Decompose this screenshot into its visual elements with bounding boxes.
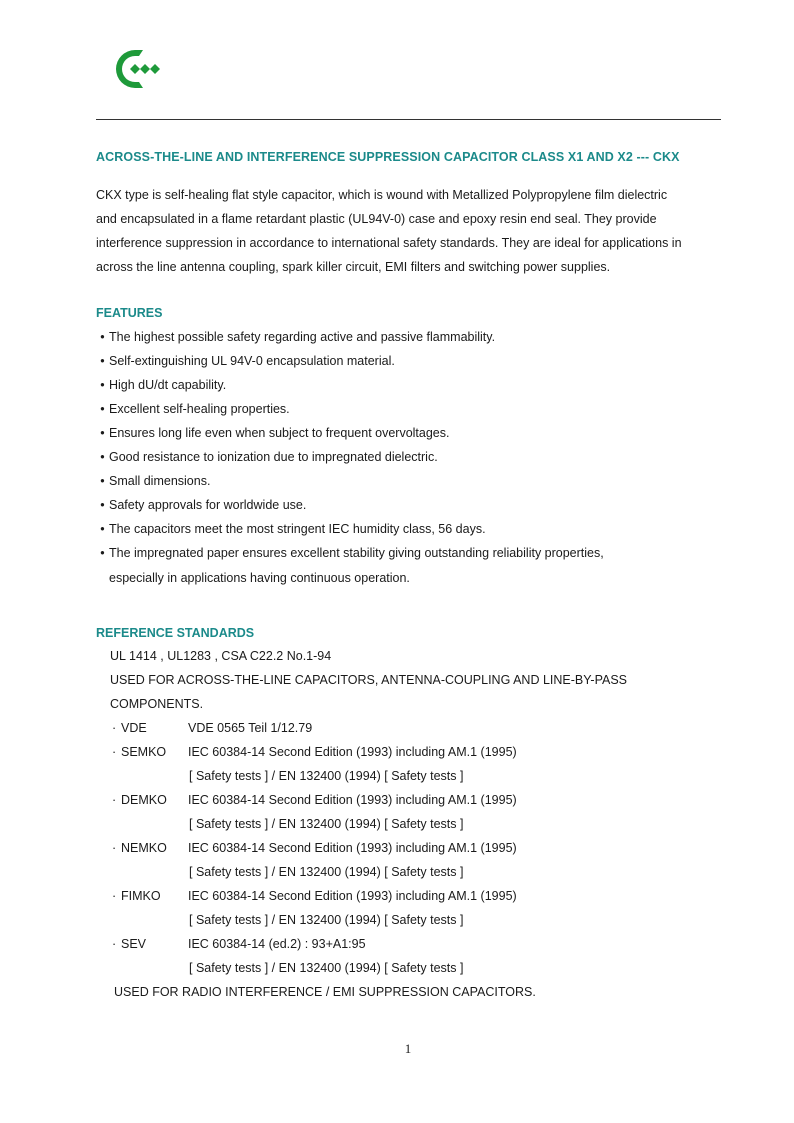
standard-entry: · DEMKO IEC 60384-14 Second Edition (1993) including AM.1 (1995) <box>96 788 726 812</box>
standard-entry: · SEV IEC 60384-14 (ed.2) : 93+A1:95 <box>96 932 726 956</box>
document-title: ACROSS-THE-LINE AND INTERFERENCE SUPPRESSION CAPACITOR CLASS X1 AND X2 --- CKX <box>96 150 680 164</box>
standard-entry: · NEMKO IEC 60384-14 Second Edition (1993) including AM.1 (1995) <box>96 836 726 860</box>
standard-sub-line: [ Safety tests ] / EN 132400 (1994) [ Safety tests ] <box>189 817 464 831</box>
standard-org: SEMKO <box>121 745 167 759</box>
standard-desc: IEC 60384-14 Second Edition (1993) including AM.1 (1995) <box>188 745 517 759</box>
used-for-line: USED FOR RADIO INTERFERENCE / EMI SUPPRESSION CAPACITORS. <box>114 985 536 999</box>
standard-entry: · VDE VDE 0565 Teil 1/12.79 <box>96 716 726 740</box>
standard-org: FIMKO <box>121 889 161 903</box>
feature-item: • The impregnated paper ensures excellent stability giving outstanding reliability properties, <box>100 546 604 560</box>
used-for-line: COMPONENTS. <box>110 697 204 711</box>
standard-desc: VDE 0565 Teil 1/12.79 <box>188 721 313 735</box>
standard-entry: · SEMKO IEC 60384-14 Second Edition (1993) including AM.1 (1995) <box>96 740 726 764</box>
feature-item: • Small dimensions. <box>100 474 211 488</box>
intro-paragraph <box>96 183 726 279</box>
standard-sub-line: [ Safety tests ] / EN 132400 (1994) [ Safety tests ] <box>189 961 464 975</box>
page-number: 1 <box>404 1041 412 1056</box>
intro-line: across the line antenna coupling, spark killer circuit, EMI filters and switching power supplies. <box>96 260 611 274</box>
features-list <box>96 325 604 591</box>
company-logo <box>113 47 173 91</box>
intro-line: and encapsulated in a flame retardant plastic (UL94V-0) case and epoxy resin end seal. They provide <box>96 212 657 226</box>
feature-item: • High dU/dt capability. <box>100 378 227 392</box>
features-heading: FEATURES <box>96 306 163 320</box>
ul-standards-line: UL 1414 , UL1283 , CSA C22.2 No.1-94 <box>110 649 332 663</box>
reference-standards-heading: REFERENCE STANDARDS <box>96 626 255 640</box>
standard-org: SEV <box>121 937 147 951</box>
feature-item: • Ensures long life even when subject to frequent overvoltages. <box>100 426 450 440</box>
feature-item-continuation: especially in applications having continuous operation. <box>109 571 410 585</box>
standard-org: NEMKO <box>121 841 167 855</box>
used-for-line: USED FOR ACROSS-THE-LINE CAPACITORS, ANTENNA-COUPLING AND LINE-BY-PASS <box>110 673 628 687</box>
intro-line: CKX type is self-healing flat style capacitor, which is wound with Metallized Polypropylene film dielectric <box>96 188 668 202</box>
standard-sub-line: [ Safety tests ] / EN 132400 (1994) [ Safety tests ] <box>189 913 464 927</box>
standard-entry: · FIMKO IEC 60384-14 Second Edition (1993) including AM.1 (1995) <box>96 884 726 908</box>
standard-desc: IEC 60384-14 Second Edition (1993) including AM.1 (1995) <box>188 793 517 807</box>
feature-item: • Good resistance to ionization due to impregnated dielectric. <box>100 450 438 464</box>
feature-item: • Self-extinguishing UL 94V-0 encapsulation material. <box>100 354 395 368</box>
feature-item: • Excellent self-healing properties. <box>100 402 290 416</box>
standard-desc: IEC 60384-14 Second Edition (1993) including AM.1 (1995) <box>188 841 517 855</box>
standard-desc: IEC 60384-14 (ed.2) : 93+A1:95 <box>188 937 366 951</box>
feature-item: • The capacitors meet the most stringent IEC humidity class, 56 days. <box>100 522 486 536</box>
header-rule <box>96 119 721 120</box>
feature-item: • Safety approvals for worldwide use. <box>100 498 307 512</box>
standard-org: VDE <box>121 721 147 735</box>
standard-sub-line: [ Safety tests ] / EN 132400 (1994) [ Safety tests ] <box>189 769 464 783</box>
intro-line: interference suppression in accordance to international safety standards. They are ideal for applications in <box>96 236 682 250</box>
feature-item: • The highest possible safety regarding active and passive flammability. <box>100 330 496 344</box>
standard-desc: IEC 60384-14 Second Edition (1993) including AM.1 (1995) <box>188 889 517 903</box>
standard-sub-line: [ Safety tests ] / EN 132400 (1994) [ Safety tests ] <box>189 865 464 879</box>
reference-standards-list <box>96 644 726 1004</box>
standard-org: DEMKO <box>121 793 167 807</box>
